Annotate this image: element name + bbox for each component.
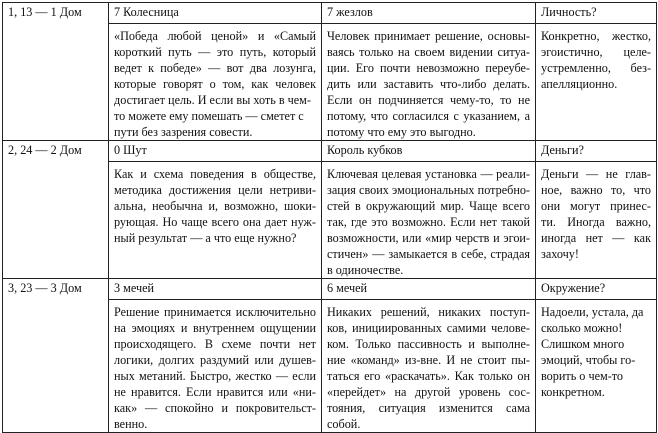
card2-cell [322,279,536,433]
text-line: зация своих эмоциональных потребно- [327,183,530,197]
question-title: Личность? [536,3,656,24]
text-line: потому, что согласился с указанием, а [327,109,530,123]
text-line: возможности, или «мир черств и эгои- [327,231,530,245]
text-line: не нравится. Если нравится или «ни- [114,385,316,399]
card2-title: 7 жезлов [322,3,535,24]
text-line: пути без зазрения совести. [114,125,253,139]
card1-title: 7 Колесница [109,3,321,24]
text-line: «перейдет» на другой уровень сос- [327,385,530,399]
text-line: Человек принимает решение, основы- [327,29,530,43]
text-line: устремленно, без- [541,61,651,75]
card1-title: 0 Шут [109,141,321,162]
text-line: методика достижения цели нетриви- [114,183,316,197]
question-cell [536,3,657,141]
question-text [536,300,656,400]
card1-text [109,300,321,432]
question-cell [536,279,657,433]
text-line: собой. [327,417,361,431]
text-line: на эмоциях и внутреннем ощущении [114,321,316,335]
text-line: Ключевая целевая установка — реали- [327,167,530,181]
text-line: тояния, ситуация изменится сама [327,401,530,415]
card1-cell [109,279,322,433]
house-label: 2, 24 — 2 Дом [8,143,82,157]
text-line: сколько можно! [541,321,623,335]
text-line: Деньги — не глав- [541,167,651,181]
text-line: таться его «раскачать». Как только он [327,369,530,383]
text-line: апелляционно. [541,77,618,91]
text-line: Надоели, устала, да [541,305,644,319]
text-line: Слишком много [541,337,625,351]
text-line: иногда нет — как [541,231,651,245]
card2-title: Король кубков [322,141,535,162]
table-row [3,279,657,433]
text-line: так, где это возможно. Если нет такой [327,215,530,229]
text-line: Конкретно, жестко, [541,29,651,43]
text-line: ков, инициированных самими челове- [327,321,530,335]
text-line: как» — спокойно и покровительст- [114,401,316,415]
question-cell [536,141,657,279]
card2-text [322,162,535,278]
card1-cell [109,3,322,141]
question-text [536,162,656,262]
card2-text [322,24,535,140]
text-line: Никаких решений, никаких поступ- [327,305,530,319]
text-line: происходящего. В схеме почти нет [114,337,316,351]
text-line: стичен» — замыкается в себе, страдая [327,247,530,261]
table-row [3,141,657,279]
text-line: ведет к победе» — вот два лозунга, [114,61,316,75]
text-line: ваясь только на своем видении ситуа- [327,45,530,59]
text-line: стей в окружающий мир. Чаще всего [327,199,530,213]
card1-text [109,162,321,246]
text-line: рующая. Но чаще всего она дает нуж- [114,215,316,229]
text-line: они могут принес- [541,199,651,213]
text-line: Решение принимается исключительно [114,305,316,319]
text-line: ти. Иногда важно, [541,215,651,229]
house-label: 1, 13 — 1 Дом [8,5,82,19]
text-line: логики, долгих раздумий или душев- [114,353,316,367]
card2-cell [322,141,536,279]
house-label: 3, 23 — 3 Дом [8,281,82,295]
text-line: то можете ему помешать — сметет с [114,109,304,123]
table-body [3,3,657,433]
text-line: эгоистично, целе- [541,45,651,59]
text-line: Если он подчиняется чему-то, то не [327,93,530,107]
text-line: короткий путь — это путь, который [114,45,316,59]
house-cell [3,3,109,141]
table-row [3,3,657,141]
text-line: ный результат — а что еще нужно? [114,231,297,245]
text-line: Как и схема поведения в обществе, [114,167,316,181]
text-line: захочу! [541,247,579,261]
tarot-house-table [2,2,657,433]
card2-cell [322,3,536,141]
question-text [536,24,656,92]
text-line: «Победа любой ценой» и «Самый [114,29,316,43]
text-line: эмоций, чтобы го- [541,353,636,367]
card1-cell [109,141,322,279]
text-line: потому что ему это выгодно. [327,125,476,139]
text-line: венно. [114,417,148,431]
text-line: достигает цель. И если вы хоть в чем- [114,93,311,107]
text-line: ных метаний. Быстро, жестко — если [114,369,316,383]
card2-text [322,300,535,432]
text-line: альна, необычна и, возможно, шоки- [114,199,316,213]
text-line: в одиночестве. [327,263,404,277]
question-title: Деньги? [536,141,656,162]
text-line: ции. Его почти невозможно переубе- [327,61,530,75]
text-line: конкретном. [541,385,605,399]
card1-text [109,24,321,140]
text-line: ком. Только пассивность и выполне- [327,337,530,351]
card2-title: 6 мечей [322,279,535,300]
house-cell [3,279,109,433]
text-line: дить или заставить что-либо делать. [327,77,530,91]
text-line: которые говорят о том, как человек [114,77,316,91]
question-title: Окружение? [536,279,656,300]
card1-title: 3 мечей [109,279,321,300]
house-cell [3,141,109,279]
text-line: ние «команд» из-вне. И не стоит пы- [327,353,530,367]
text-line: ное, важно то, что [541,183,651,197]
text-line: ворить о чем-то [541,369,624,383]
